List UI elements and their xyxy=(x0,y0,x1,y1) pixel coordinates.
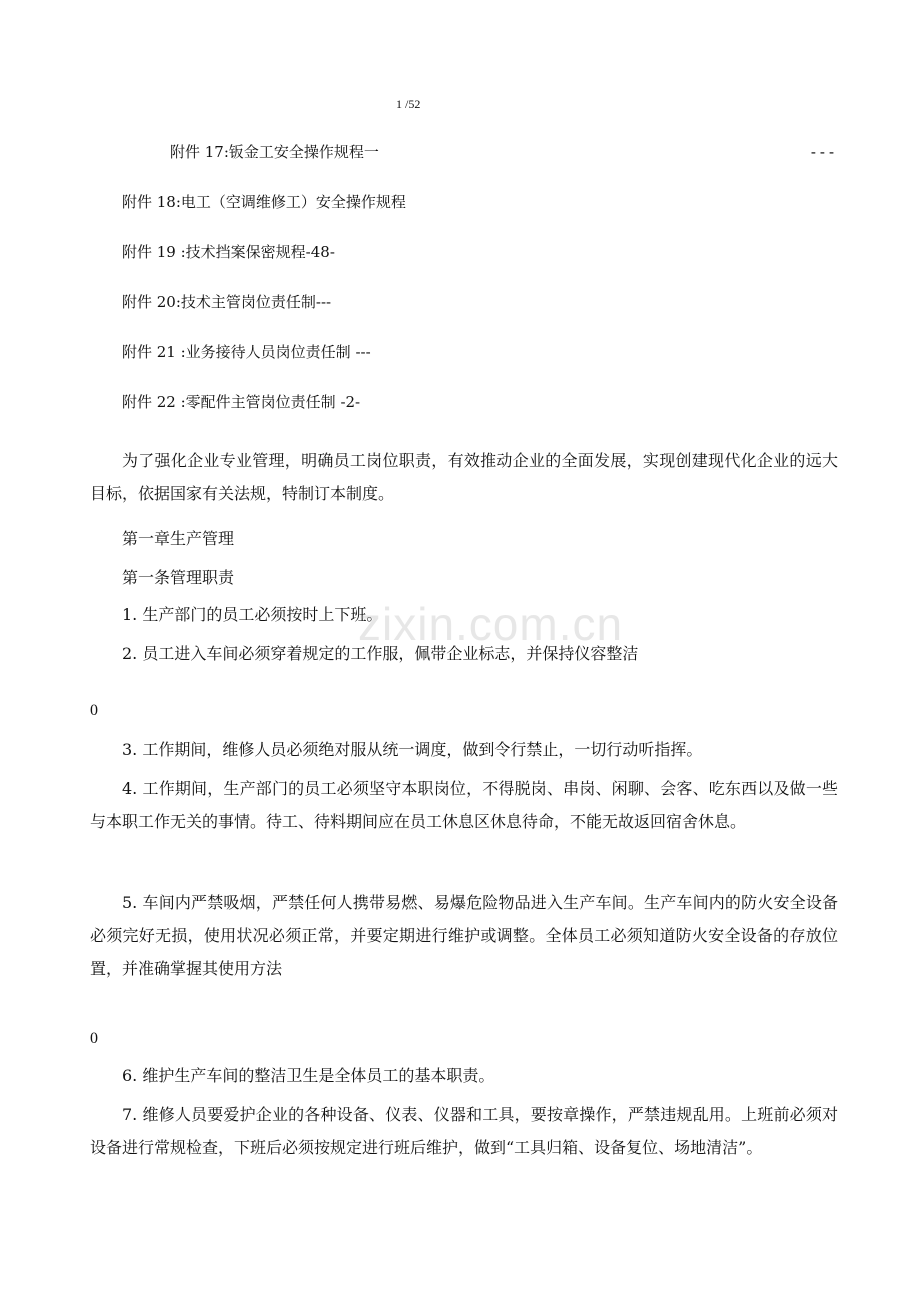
toc-item-17: 附件 17:钣金工安全操作规程一 xyxy=(170,143,379,161)
rule-7: 7. 维修人员要爱护企业的各种设备、仪表、仪器和工具，要按章操作，严禁违规乱用。上班前必须对设备进行常规检查，下班后必须按规定进行班后维护，做到“工具归箱、设备复位、场地清洁”。 xyxy=(90,1105,838,1157)
intro-paragraph: 为了强化企业专业管理，明确员工岗位职责，有效推动企业的全面发展，实现创建现代化企业的远大目标，依据国家有关法规，特制订本制度。 xyxy=(90,451,838,503)
rule-5: 5. 车间内严禁吸烟，严禁任何人携带易燃、易爆危险物品进入生产车间。生产车间内的防火安全设备必须完好无损，使用状况必须正常，并要定期进行维护或调整。全体员工必须知道防火安全设备的存放位置，并准确掌握其使用方法 xyxy=(90,893,838,978)
stray-zero-mark: 0 xyxy=(90,1030,98,1047)
rule-1: 1. 生产部门的员工必须按时上下班。 xyxy=(122,605,383,624)
rule-3: 3. 工作期间，维修人员必须绝对服从统一调度，做到令行禁止，一切行动听指挥。 xyxy=(122,740,703,759)
chapter-title: 第一章生产管理 xyxy=(122,529,235,548)
rule-6: 6. 维护生产车间的整洁卫生是全体员工的基本职责。 xyxy=(122,1066,495,1085)
toc-item-21: 附件 21 :业务接待人员岗位责任制 --- xyxy=(122,343,371,361)
article-title: 第一条管理职责 xyxy=(122,568,235,587)
toc-item-22: 附件 22 :零配件主管岗位责任制 -2- xyxy=(122,393,361,411)
rule-4: 4. 工作期间，生产部门的员工必须坚守本职岗位，不得脱岗、串岗、闲聊、会客、吃东西以及做一些与本职工作无关的事情。待工、待料期间应在员工休息区休息待命，不能无故返回宿舍休息。 xyxy=(90,779,838,831)
rule-2: 2. 员工进入车间必须穿着规定的工作服，佩带企业标志，并保持仪容整洁 xyxy=(122,644,639,663)
toc-item-19: 附件 19 :技术挡案保密规程-48- xyxy=(122,243,335,261)
page-number: 1 /52 xyxy=(396,97,421,111)
stray-zero-mark: 0 xyxy=(90,702,98,719)
watermark: zixin.com.cn xyxy=(358,598,624,650)
toc-item-18: 附件 18:电工（空调维修工）安全操作规程 xyxy=(122,193,406,211)
toc-item-17-dashes: --- xyxy=(808,143,836,161)
toc-item-20: 附件 20:技术主管岗位责任制--- xyxy=(122,293,332,311)
